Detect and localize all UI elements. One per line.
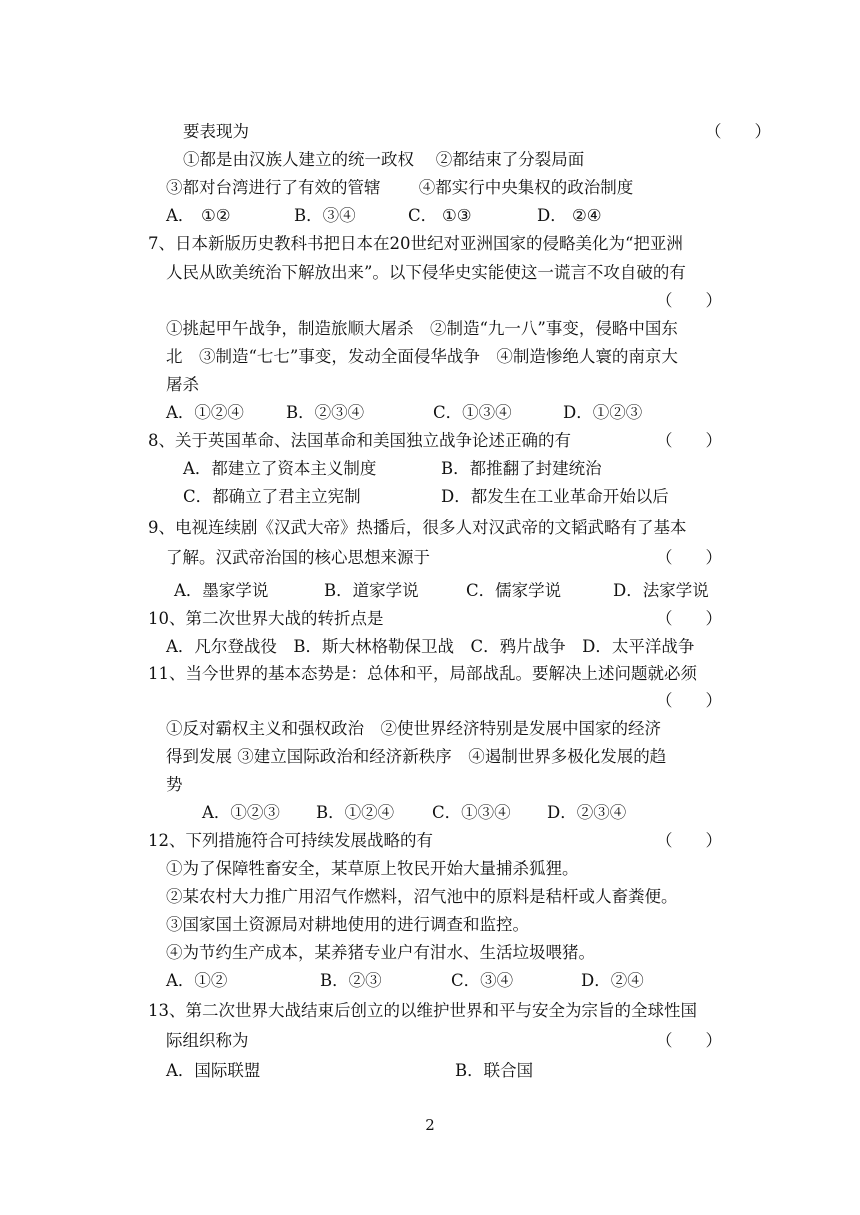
q10-answer-bracket: （ ） (656, 609, 722, 628)
q13-answer-bracket: （ ） (656, 1031, 722, 1050)
q7-option-d: D．①②③ (563, 403, 643, 422)
q7-stem-1: 7、日本新版历史教科书把日本在20世纪对亚洲国家的侵略美化为“把亚洲 (148, 234, 683, 253)
q12-statement-3: ③国家国土资源局对耕地使用的进行调查和监控。 (166, 915, 529, 934)
q6-statements-1: ①都是由汉族人建立的统一政权 ②都结束了分裂局面 (183, 150, 585, 169)
q11-statements-2: 得到发展 ③建立国际政治和经济新秩序 ④遏制世界多极化发展的趋 (166, 747, 667, 766)
q13-option-b: B．联合国 (455, 1061, 534, 1080)
q8-option-c: C．都确立了君主立宪制 (183, 487, 361, 506)
q8-option-d: D．都发生在工业革命开始以后 (441, 487, 669, 506)
q9-option-c: C．儒家学说 (466, 581, 562, 600)
q9-answer-bracket: （ ） (656, 548, 722, 567)
q6-option-d-value: ②④ (572, 206, 602, 225)
q9-option-d: D．法家学说 (613, 581, 709, 600)
q6-option-a-value: ①② (201, 206, 231, 225)
q6-option-c-value: ①③ (442, 206, 472, 225)
q6-option-d: D． (537, 206, 567, 225)
q11-statements-3: 势 (166, 775, 183, 794)
q6-answer-bracket: （ ） (705, 122, 771, 141)
q9-option-b: B．道家学说 (324, 581, 419, 600)
q10-options: A．凡尔登战役 B．斯大林格勒保卫战 C．鸦片战争 D．太平洋战争 (166, 637, 695, 656)
q7-statements-3: 屠杀 (166, 375, 199, 394)
q12-statement-1: ①为了保障牲畜安全，某草原上牧民开始大量捕杀狐狸。 (166, 859, 579, 878)
q12-option-c: C．③④ (451, 971, 514, 990)
q7-option-a: A．①②④ (166, 403, 244, 422)
q6-statements-2: ③都对台湾进行了有效的管辖 ④都实行中央集权的政治制度 (166, 178, 634, 197)
q9-option-a: A．墨家学说 (174, 581, 269, 600)
q12-answer-bracket: （ ） (656, 831, 722, 850)
q8-stem: 8、关于英国革命、法国革命和美国独立战争论述正确的有 (148, 431, 571, 450)
q13-option-a: A．国际联盟 (166, 1061, 261, 1080)
q6-option-b: B．③④ (294, 206, 356, 225)
q10-stem: 10、第二次世界大战的转折点是 (148, 609, 384, 628)
q12-statement-2: ②某农村大力推广用沼气作燃料，沼气池中的原料是秸杆或人畜粪便。 (166, 887, 678, 906)
q9-stem-2: 了解。汉武帝治国的核心思想来源于 (166, 548, 430, 567)
q12-option-a: A．①② (166, 971, 228, 990)
q13-stem-1: 13、第二次世界大战结束后创立的以维护世界和平与安全为宗旨的全球性国 (148, 1001, 697, 1020)
q11-option-b: B．①②④ (316, 803, 395, 822)
q11-option-c: C．①③④ (432, 803, 511, 822)
q6-stem-tail: 要表现为 (183, 122, 249, 141)
q8-option-b: B．都推翻了封建统治 (441, 459, 602, 478)
q7-option-b: B．②③④ (286, 403, 365, 422)
q7-statements-2: 北 ③制造“七七”事变，发动全面侵华战争 ④制造惨绝人寰的南京大 (166, 347, 678, 366)
q11-option-a: A．①②③ (202, 803, 280, 822)
q7-stem-2: 人民从欧美统治下解放出来”。以下侵华史实能使这一谎言不攻自破的有 (166, 263, 686, 282)
q12-stem: 12、下列措施符合可持续发展战略的有 (148, 831, 433, 850)
q8-option-a: A．都建立了资本主义制度 (183, 459, 377, 478)
q9-stem-1: 9、电视连续剧《汉武大帝》热播后，很多人对汉武帝的文韬武略有了基本 (148, 518, 687, 537)
q12-option-d: D．②④ (581, 971, 644, 990)
q7-answer-bracket: （ ） (656, 291, 722, 310)
q12-statement-4: ④为节约生产成本，某养猪专业户有泔水、生活垃圾喂猪。 (166, 943, 595, 962)
q7-option-c: C．①③④ (433, 403, 512, 422)
q7-statements-1: ①挑起甲午战争，制造旅顺大屠杀 ②制造“九一八”事变，侵略中国东 (166, 319, 678, 338)
q11-statements-1: ①反对霸权主义和强权政治 ②使世界经济特别是发展中国家的经济 (166, 719, 661, 738)
q12-option-b: B．②③ (320, 971, 382, 990)
page-number: 2 (425, 1116, 435, 1134)
q6-option-c: C． (408, 206, 438, 225)
q11-stem: 11、当今世界的基本态势是：总体和平，局部战乱。要解决上述问题就必须 (148, 664, 697, 683)
q11-option-d: D．②③④ (547, 803, 627, 822)
q13-stem-2: 际组织称为 (166, 1031, 249, 1050)
q11-answer-bracket: （ ） (656, 691, 722, 710)
q6-option-a: A． (166, 206, 195, 225)
q8-answer-bracket: （ ） (656, 431, 722, 450)
